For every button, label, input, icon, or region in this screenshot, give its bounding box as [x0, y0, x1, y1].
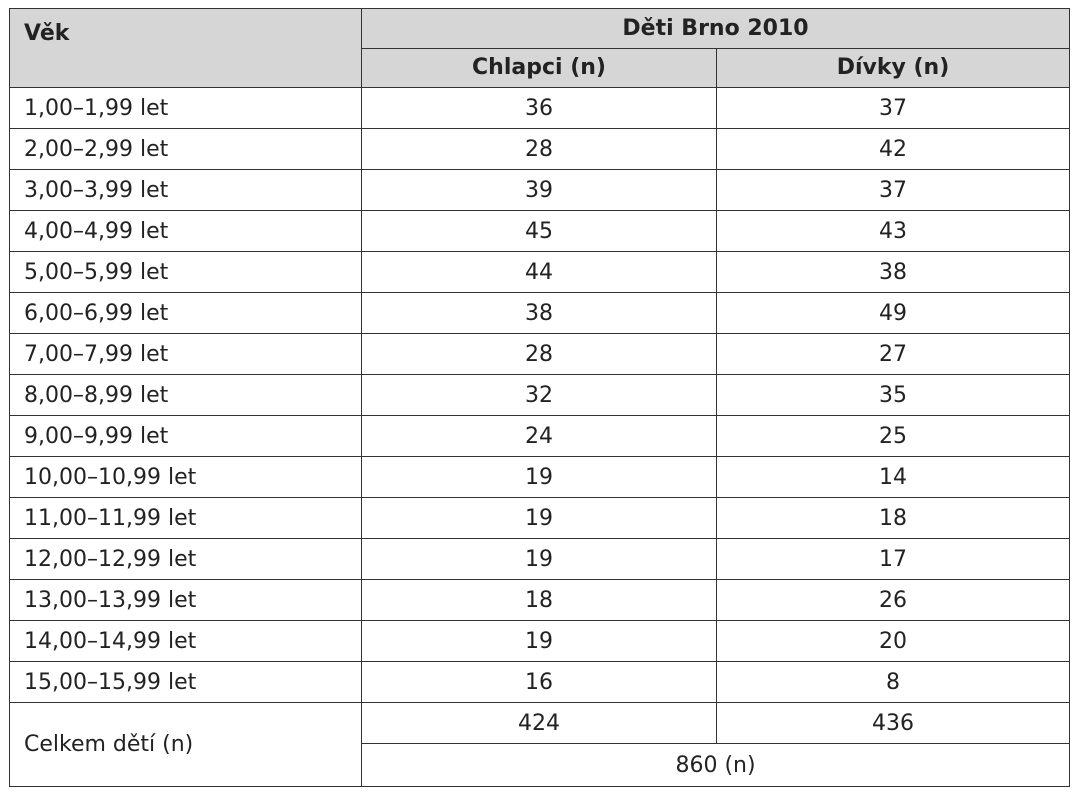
girls-cell: 25: [717, 416, 1070, 457]
girls-cell: 26: [717, 580, 1070, 621]
boys-cell: 19: [362, 621, 717, 662]
age-cell: 1,00–1,99 let: [10, 88, 362, 129]
boys-cell: 44: [362, 252, 717, 293]
total-label: Celkem dětí (n): [10, 703, 362, 787]
grand-total: 860 (n): [362, 744, 1070, 787]
table-row: [10, 580, 1070, 621]
boys-cell: 18: [362, 580, 717, 621]
table-row: [10, 416, 1070, 457]
table-row: [10, 293, 1070, 334]
girls-cell: 17: [717, 539, 1070, 580]
age-cell: 14,00–14,99 let: [10, 621, 362, 662]
table-footer: [10, 703, 1070, 787]
table-row: [10, 252, 1070, 293]
girls-cell: 35: [717, 375, 1070, 416]
girls-cell: 18: [717, 498, 1070, 539]
boys-cell: 28: [362, 334, 717, 375]
age-cell: 13,00–13,99 let: [10, 580, 362, 621]
girls-cell: 8: [717, 662, 1070, 703]
table-row: [10, 129, 1070, 170]
table-row: [10, 334, 1070, 375]
age-cell: 11,00–11,99 let: [10, 498, 362, 539]
girls-cell: 37: [717, 88, 1070, 129]
children-age-table: [9, 8, 1070, 787]
boys-cell: 32: [362, 375, 717, 416]
girls-cell: 38: [717, 252, 1070, 293]
age-column-header: Věk: [10, 9, 362, 88]
table-body: [10, 88, 1070, 703]
age-cell: 10,00–10,99 let: [10, 457, 362, 498]
table-row: [10, 170, 1070, 211]
group-header: Děti Brno 2010: [362, 9, 1070, 49]
table-row: [10, 457, 1070, 498]
boys-cell: 28: [362, 129, 717, 170]
age-cell: 4,00–4,99 let: [10, 211, 362, 252]
table-container: [9, 8, 1070, 787]
table-row: [10, 88, 1070, 129]
age-cell: 15,00–15,99 let: [10, 662, 362, 703]
total-boys: 424: [362, 703, 717, 744]
girls-cell: 49: [717, 293, 1070, 334]
boys-cell: 39: [362, 170, 717, 211]
table-header: [10, 9, 1070, 88]
girls-column-header: Dívky (n): [717, 48, 1070, 88]
boys-cell: 36: [362, 88, 717, 129]
boys-cell: 24: [362, 416, 717, 457]
table-row: [10, 375, 1070, 416]
girls-cell: 27: [717, 334, 1070, 375]
table-row: [10, 539, 1070, 580]
header-row-group: [10, 9, 1070, 49]
boys-cell: 19: [362, 457, 717, 498]
total-row: [10, 703, 1070, 744]
boys-cell: 19: [362, 539, 717, 580]
girls-cell: 14: [717, 457, 1070, 498]
age-cell: 7,00–7,99 let: [10, 334, 362, 375]
table-row: [10, 621, 1070, 662]
age-cell: 12,00–12,99 let: [10, 539, 362, 580]
boys-cell: 38: [362, 293, 717, 334]
table-row: [10, 662, 1070, 703]
table-row: [10, 211, 1070, 252]
boys-column-header: Chlapci (n): [362, 48, 717, 88]
boys-cell: 19: [362, 498, 717, 539]
age-cell: 6,00–6,99 let: [10, 293, 362, 334]
age-cell: 2,00–2,99 let: [10, 129, 362, 170]
age-cell: 3,00–3,99 let: [10, 170, 362, 211]
table-row: [10, 498, 1070, 539]
total-girls: 436: [717, 703, 1070, 744]
girls-cell: 42: [717, 129, 1070, 170]
age-cell: 8,00–8,99 let: [10, 375, 362, 416]
boys-cell: 16: [362, 662, 717, 703]
boys-cell: 45: [362, 211, 717, 252]
girls-cell: 43: [717, 211, 1070, 252]
girls-cell: 37: [717, 170, 1070, 211]
girls-cell: 20: [717, 621, 1070, 662]
age-cell: 5,00–5,99 let: [10, 252, 362, 293]
age-cell: 9,00–9,99 let: [10, 416, 362, 457]
